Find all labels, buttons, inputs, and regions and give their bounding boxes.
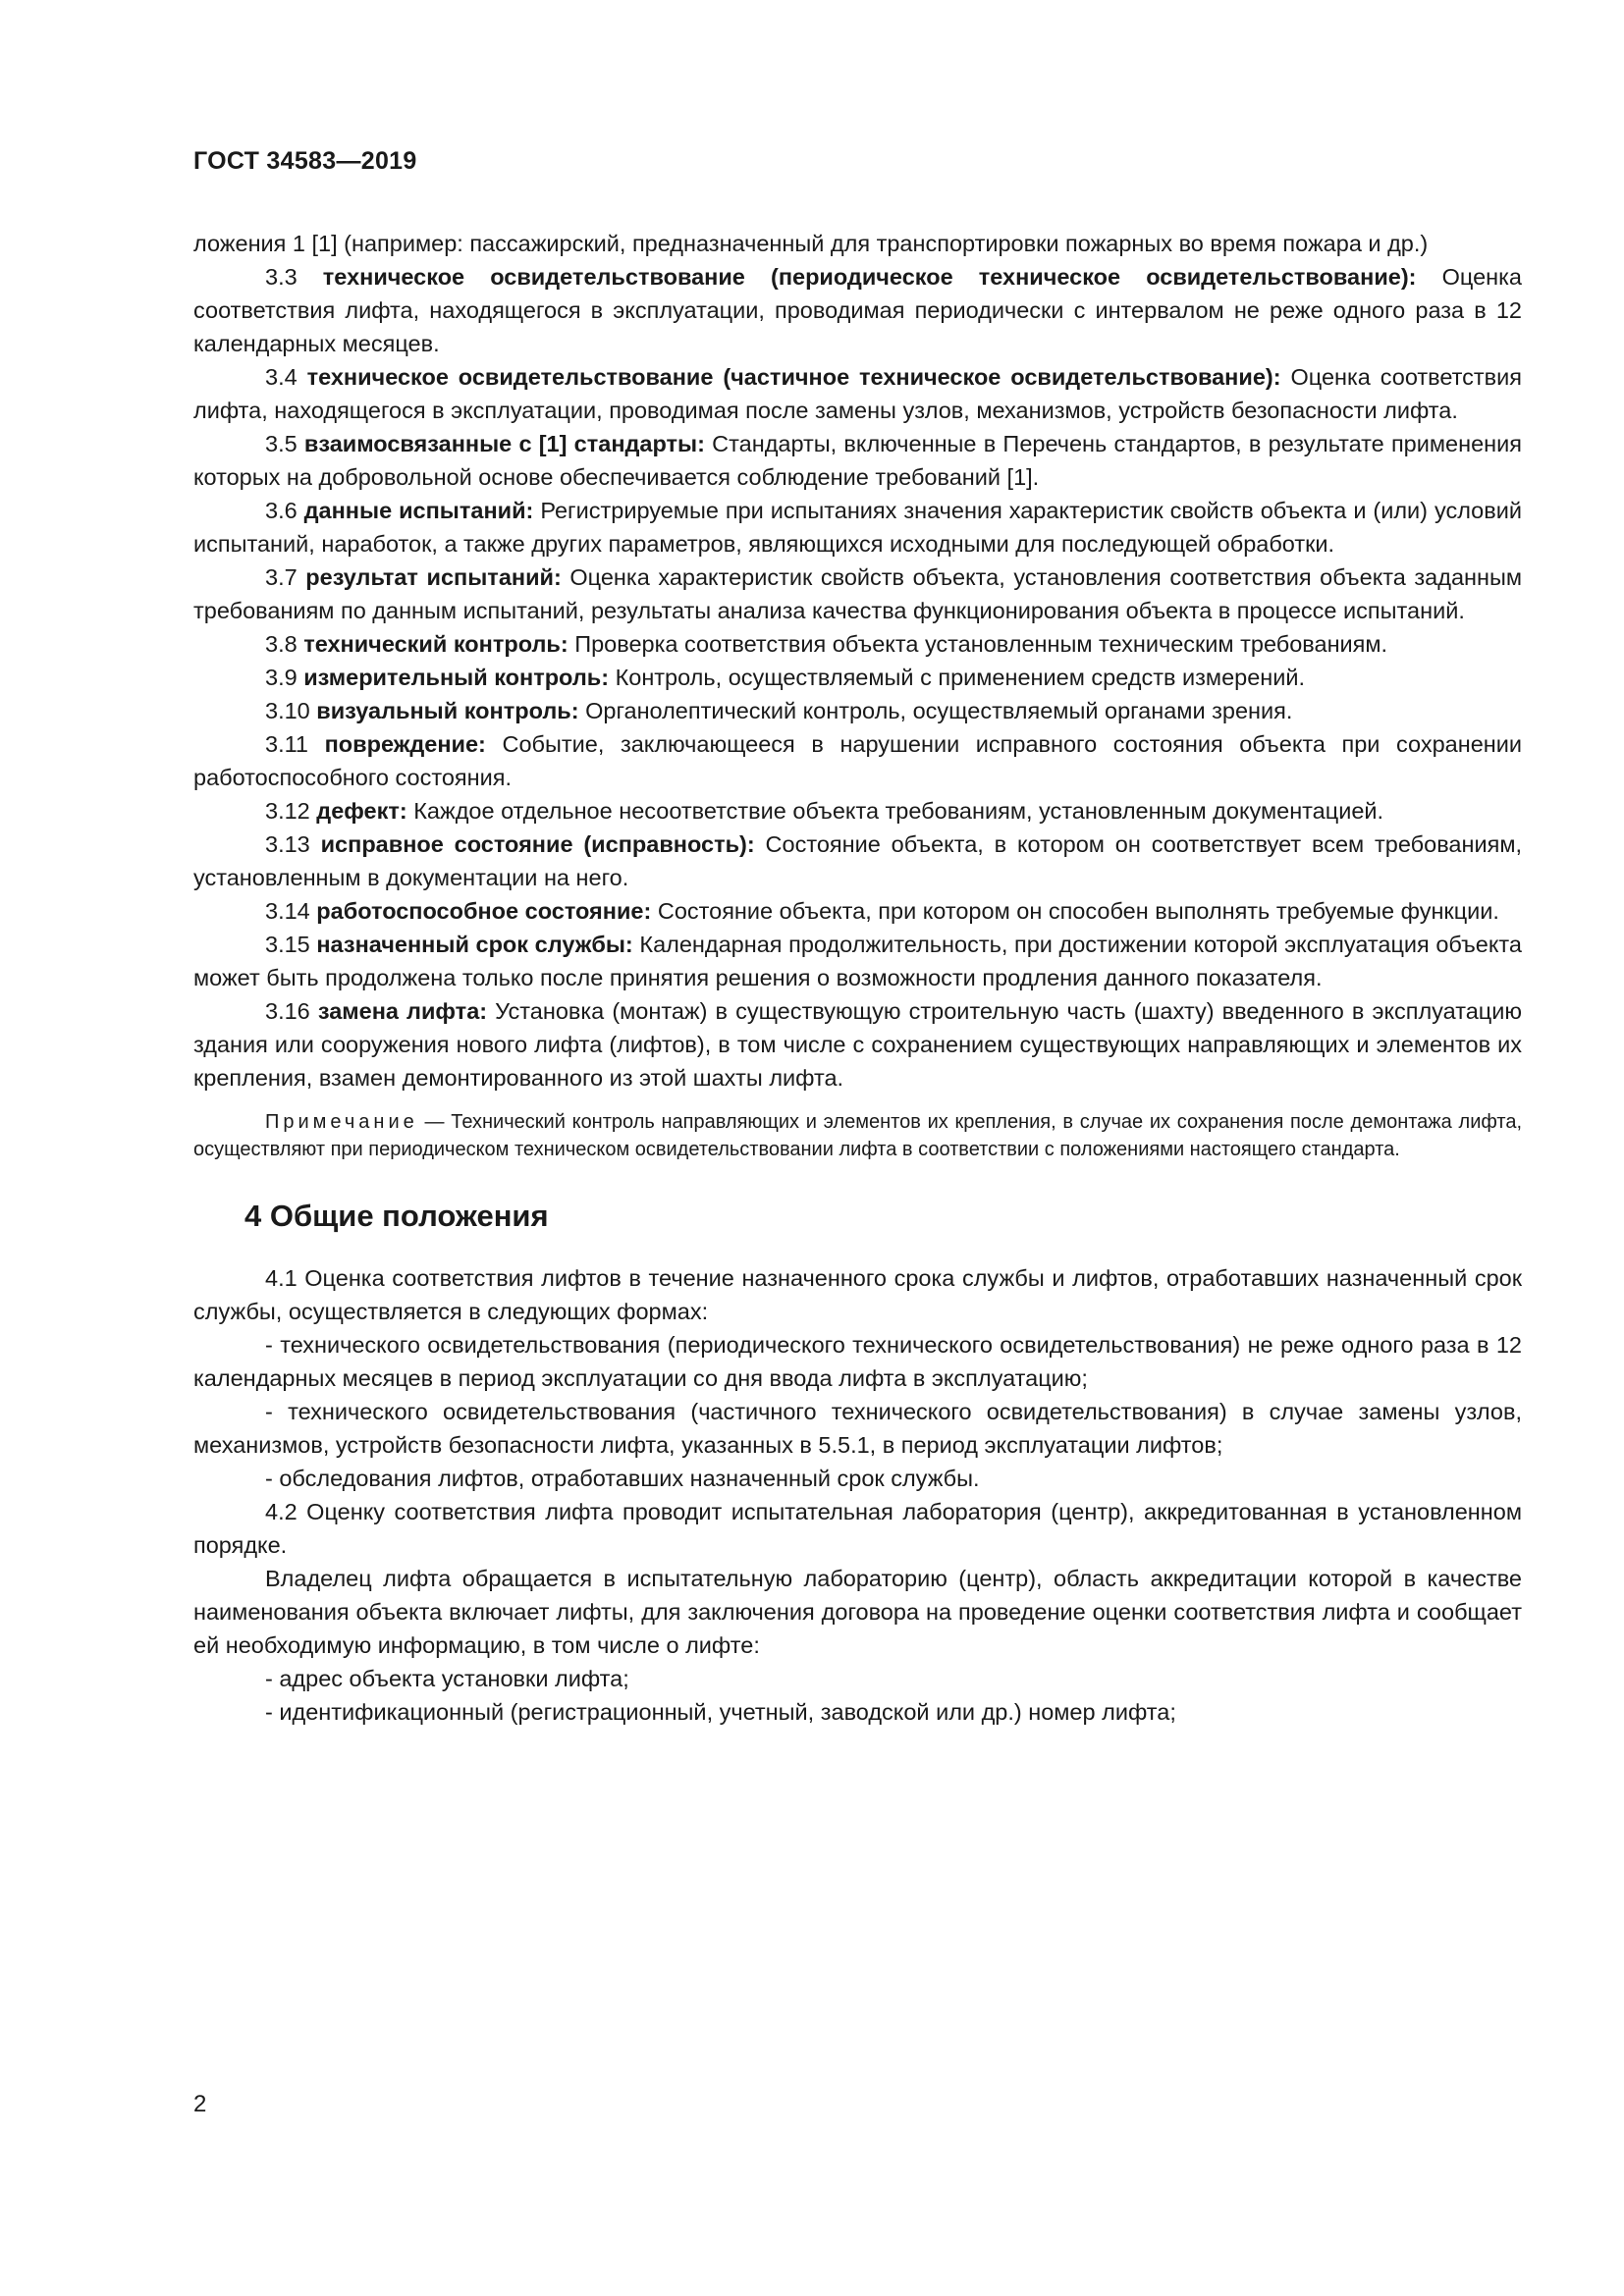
- definition-3-15: [193, 928, 1522, 994]
- note-text: — Технический контроль направляющих и элементов их крепления, в случае их сохранения после демонтажа лифта, осуществляют при периодическом техническом освидетельствовании лифта в соответствии с положениями настоящего стандарта.: [193, 1111, 1522, 1160]
- definition-text: Каждое отдельное несоответствие объекта требованиям, установленным документацией.: [413, 798, 1384, 824]
- definition-term: повреждение:: [324, 731, 486, 757]
- definition-term: измерительный контроль:: [303, 665, 610, 690]
- definition-term: работоспособное состояние:: [316, 898, 652, 924]
- definition-3-10: [193, 694, 1522, 727]
- definition-number: 3.3: [265, 264, 298, 290]
- definition-text: Оценка соответствия лифта, находящегося в эксплуатации, проводимая периодически с интервалом не реже одного раза в 12 календарных месяцев.: [193, 264, 1522, 356]
- definition-3-13: [193, 828, 1522, 894]
- definition-term: данные испытаний:: [303, 498, 534, 523]
- definition-text: Установка (монтаж) в существующую строительную часть (шахту) введенного в эксплуатацию здания или сооружения нового лифта (лифтов), в том числе с сохранением существующих направляющих и элементов их крепления, взамен демонтированного из этой шахты лифта.: [193, 998, 1522, 1091]
- list-item: - технического освидетельствования (периодического технического освидетельствования) не реже одного раза в 12 календарных месяцев в период эксплуатации со дня ввода лифта в эксплуатацию;: [193, 1332, 1522, 1391]
- definition-number: 3.5: [265, 431, 298, 456]
- paragraph-continuation: [193, 227, 1522, 260]
- paragraph-4-1: 4.1 Оценка соответствия лифтов в течение назначенного срока службы и лифтов, отработавших назначенный срок службы, осуществляется в следующих формах:: [193, 1265, 1522, 1324]
- list-item: - адрес объекта установки лифта;: [265, 1666, 629, 1691]
- definition-3-3: [193, 260, 1522, 360]
- definition-number: 3.12: [265, 798, 310, 824]
- paragraph-owner: Владелец лифта обращается в испытательную лабораторию (центр), область аккредитации которой в качестве наименования объекта включает лифты, для заключения договора на проведение оценки соответствия лифта и сообщает ей необходимую информацию, в том числе о лифте:: [193, 1566, 1522, 1658]
- paragraph-4-2: 4.2 Оценку соответствия лифта проводит испытательная лаборатория (центр), аккредитованная в установленном порядке.: [193, 1499, 1522, 1558]
- definition-term: визуальный контроль:: [316, 698, 579, 723]
- definition-text: Календарная продолжительность, при достижении которой эксплуатация объекта может быть продолжена только после принятия решения о возможности продления данного показателя.: [193, 932, 1522, 990]
- definition-term: взаимосвязанные с [1] стандарты:: [303, 431, 705, 456]
- section-heading: 4 Общие положения: [244, 1199, 549, 1233]
- page-number: 2: [193, 2091, 207, 2117]
- definition-term: назначенный срок службы:: [316, 932, 633, 957]
- list-item: - технического освидетельствования (частичного технического освидетельствования) в случае замены узлов, механизмов, устройств безопасности лифта, указанных в 5.5.1, в период эксплуатации лифтов;: [193, 1399, 1522, 1458]
- definition-text: Проверка соответствия объекта установленным техническим требованиям.: [574, 631, 1388, 657]
- definition-term: результат испытаний:: [305, 564, 562, 590]
- document-code-header: ГОСТ 34583—2019: [193, 147, 417, 175]
- definition-number: 3.10: [265, 698, 310, 723]
- definition-number: 3.8: [265, 631, 298, 657]
- definition-term: исправное состояние (исправность):: [320, 831, 755, 857]
- list-item: - идентификационный (регистрационный, учетный, заводской или др.) номер лифта;: [265, 1699, 1176, 1725]
- definition-number: 3.13: [265, 831, 310, 857]
- definition-3-16: [193, 994, 1522, 1095]
- definition-text: Регистрируемые при испытаниях значения характеристик свойств объекта и (или) условий испытаний, наработок, а также других параметров, являющихся исходными для последующей обработки.: [193, 498, 1522, 557]
- definition-term: техническое освидетельствование (частичное техническое освидетельствование):: [306, 364, 1281, 390]
- definition-text: Органолептический контроль, осуществляемый органами зрения.: [585, 698, 1293, 723]
- definition-text: Стандарты, включенные в Перечень стандартов, в результате применения которых на добровольной основе обеспечивается соблюдение требований [1].: [193, 431, 1522, 490]
- definition-number: 3.16: [265, 998, 310, 1024]
- definition-text: Состояние объекта, в котором он соответствует всем требованиям, установленным в документации на него.: [193, 831, 1522, 890]
- definition-text: Оценка характеристик свойств объекта, установления соответствия объекта заданным требованиям по данным испытаний, результаты анализа качества функционирования объекта в процессе испытаний.: [193, 564, 1523, 623]
- definition-number: 3.15: [265, 932, 310, 957]
- definition-number: 3.6: [265, 498, 298, 523]
- note-block: [193, 1108, 1522, 1163]
- definition-3-11: [193, 727, 1522, 794]
- definition-3-7: [193, 561, 1522, 627]
- definition-3-8: [193, 627, 1522, 661]
- definition-term: технический контроль:: [303, 631, 568, 657]
- definition-text: Состояние объекта, при котором он способен выполнять требуемые функции.: [657, 898, 1499, 924]
- definition-3-9: [193, 661, 1522, 694]
- definition-term: дефект:: [316, 798, 407, 824]
- paragraph-text: ложения 1 [1] (например: пассажирский, предназначенный для транспортировки пожарных во время пожара и др.): [193, 231, 1429, 256]
- definition-3-12: [193, 794, 1522, 828]
- definition-number: 3.14: [265, 898, 310, 924]
- note-label: Примечание: [265, 1111, 418, 1133]
- definition-number: 3.9: [265, 665, 298, 690]
- definition-3-14: [193, 894, 1522, 928]
- definition-text: Событие, заключающееся в нарушении исправного состояния объекта при сохранении работоспособного состояния.: [193, 731, 1523, 790]
- definition-number: 3.4: [265, 364, 298, 390]
- definition-3-6: [193, 494, 1522, 561]
- definition-number: 3.7: [265, 564, 298, 590]
- definition-3-5: [193, 427, 1522, 494]
- definition-3-4: [193, 360, 1522, 427]
- definition-number: 3.11: [265, 731, 308, 757]
- document-page: [193, 147, 1522, 1729]
- definition-text: Контроль, осуществляемый с применением средств измерений.: [615, 665, 1306, 690]
- definition-text: Оценка соответствия лифта, находящегося в эксплуатации, проводимая после замены узлов, механизмов, устройств безопасности лифта.: [193, 364, 1523, 423]
- definition-term: техническое освидетельствование (периодическое техническое освидетельствование):: [322, 264, 1417, 290]
- list-item: - обследования лифтов, отработавших назначенный срок службы.: [265, 1466, 980, 1491]
- definition-term: замена лифта:: [317, 998, 488, 1024]
